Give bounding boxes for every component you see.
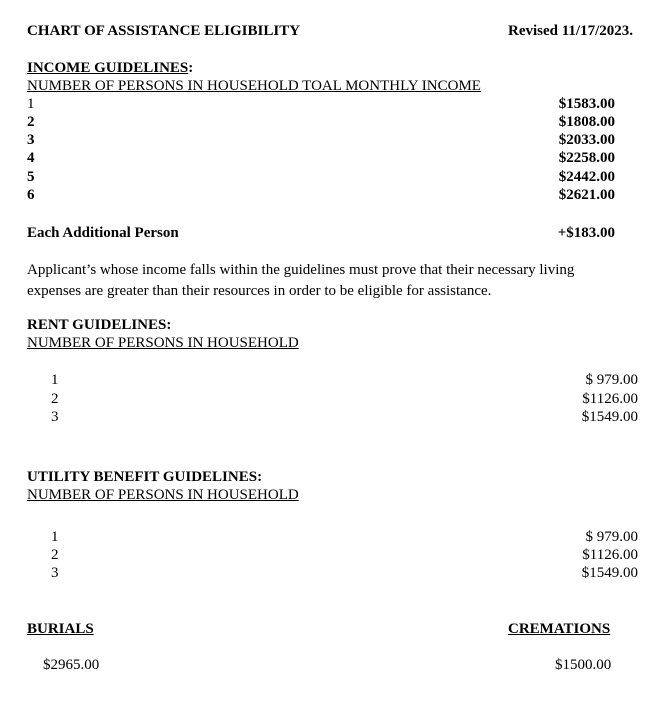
rent-subheading: NUMBER OF PERSONS IN HOUSEHOLD xyxy=(27,335,299,351)
burials-heading: BURIALS xyxy=(27,621,94,637)
income-persons: 3 xyxy=(27,132,35,148)
utility-persons: 1 xyxy=(51,529,59,545)
rent-amount: $1126.00 xyxy=(582,391,638,407)
income-persons: 1 xyxy=(27,96,35,112)
utility-subheading: NUMBER OF PERSONS IN HOUSEHOLD xyxy=(27,487,299,503)
rent-persons: 1 xyxy=(51,372,59,388)
additional-person-amount: +$183.00 xyxy=(557,225,615,241)
rent-persons: 3 xyxy=(51,409,59,425)
utility-persons: 3 xyxy=(51,565,59,581)
rent-amount: $1549.00 xyxy=(581,409,638,425)
income-amount: $2621.00 xyxy=(558,187,615,203)
utility-persons: 2 xyxy=(51,547,59,563)
utility-amount: $1126.00 xyxy=(582,547,638,563)
income-persons: 5 xyxy=(27,169,35,185)
rent-amount: $ 979.00 xyxy=(585,372,638,388)
rent-heading: RENT GUIDELINES: xyxy=(27,317,172,333)
income-amount: $2033.00 xyxy=(558,132,615,148)
income-heading xyxy=(27,59,193,77)
additional-person-label: Each Additional Person xyxy=(27,225,179,241)
income-heading-text: INCOME GUIDELINES xyxy=(27,60,189,76)
income-persons: 4 xyxy=(27,150,35,166)
income-amount: $1583.00 xyxy=(558,96,615,112)
rent-persons: 2 xyxy=(51,391,59,407)
cremations-amount: $1500.00 xyxy=(555,657,612,673)
income-amount: $2442.00 xyxy=(558,169,615,185)
utility-amount: $1549.00 xyxy=(581,565,638,581)
income-persons: 2 xyxy=(27,114,35,130)
eligibility-note: Applicant’s whose income falls within the guidelines must prove that their necessary living expenses are greater than their resources in order to be eligible for assistance. xyxy=(27,262,575,299)
income-amount: $2258.00 xyxy=(558,150,615,166)
utility-amount: $ 979.00 xyxy=(585,529,638,545)
document-title: CHART OF ASSISTANCE ELIGIBILITY xyxy=(27,23,301,39)
income-subheading: NUMBER OF PERSONS IN HOUSEHOLD TOAL MONTHLY INCOME xyxy=(27,78,481,94)
income-amount: $1808.00 xyxy=(558,114,615,130)
income-heading-colon: : xyxy=(188,60,194,76)
revised-date: Revised 11/17/2023. xyxy=(508,23,634,39)
utility-heading: UTILITY BENEFIT GUIDELINES: xyxy=(27,469,263,485)
income-persons: 6 xyxy=(27,187,35,203)
cremations-heading: CREMATIONS xyxy=(508,621,611,637)
burials-amount: $2965.00 xyxy=(43,657,100,673)
